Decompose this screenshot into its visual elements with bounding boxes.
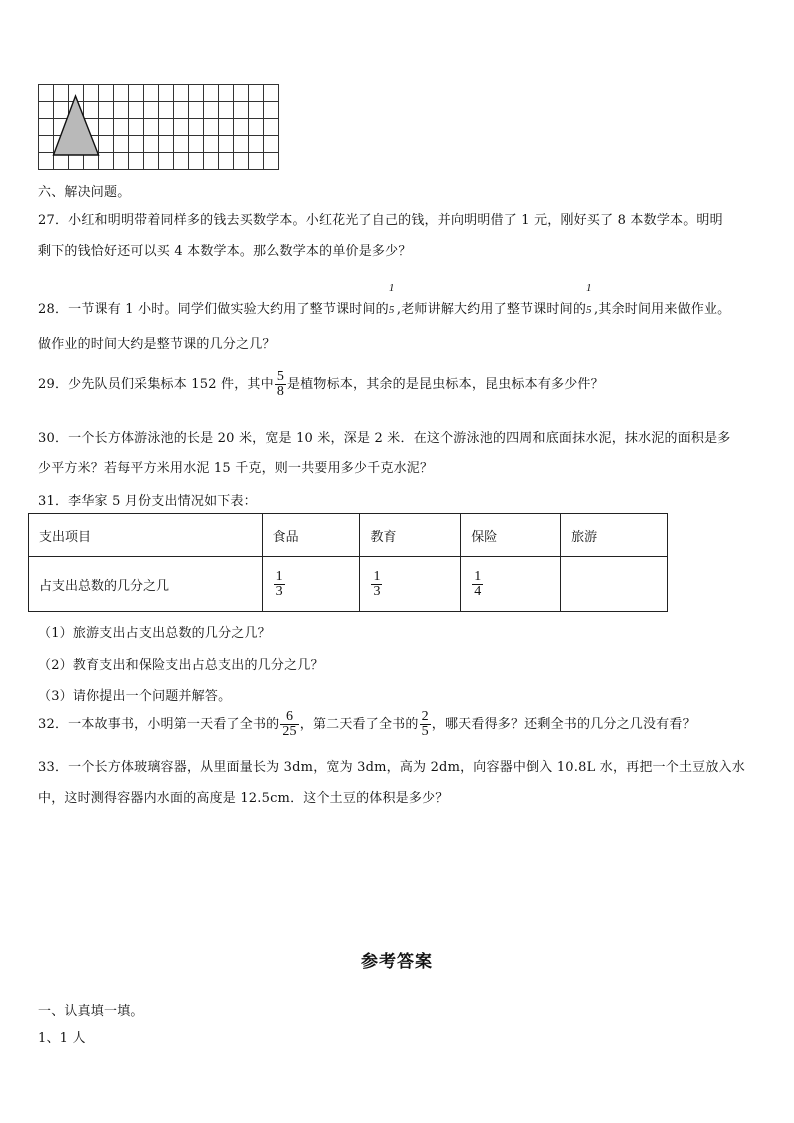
q32-fraction-1 <box>280 710 298 739</box>
expense-table <box>28 513 668 612</box>
q28-frac2-den: 5 <box>586 304 592 316</box>
fraction-den: 3 <box>275 583 283 599</box>
q32-frac2-den: 5 <box>421 724 429 739</box>
q30-line1: 30．一个长方体游泳池的长是 20 米，宽是 10 米，深是 2 米．在这个游泳池的四周和底面抹水泥，抹水泥的面积是多 <box>38 431 731 446</box>
table-fraction <box>472 570 483 599</box>
q27-line1: 27．小红和明明带着同样多的钱去买数学本。小红花光了自己的钱，并向明明借了 1 元，刚好买了 8 本数学本。明明 <box>38 213 723 228</box>
q32-frac2-num: 2 <box>421 709 429 724</box>
q30-line2: 少平方米？若每平方米用水泥 15 千克，则一共要用多少千克水泥？ <box>38 461 434 476</box>
q28-frac2-num: 1 <box>586 282 592 294</box>
q28-fraction-2 <box>586 282 594 317</box>
fraction-den: 4 <box>474 583 482 599</box>
table-header-cell: 旅游 <box>561 514 668 557</box>
grid-triangle-figure <box>38 84 280 172</box>
q29-line <box>38 370 604 399</box>
q28-part2: ,老师讲解大约用了整节课时间的 <box>396 302 587 317</box>
answers-title: 参考答案 <box>361 952 433 972</box>
q29-part1: 29．少先队员们采集标本 152 件，其中 <box>38 377 274 392</box>
fraction-num: 1 <box>275 568 283 584</box>
q28-part1: 28．一节课有 1 小时。同学们做实验大约用了整节课时间的 <box>38 302 389 317</box>
q27-line2: 剩下的钱恰好还可以买 4 本数学本。那么数学本的单价是多少？ <box>38 244 412 259</box>
q31-intro: 31．李华家 5 月份支出情况如下表： <box>38 494 257 509</box>
q31-sub1: （1）旅游支出占支出总数的几分之几？ <box>38 626 271 641</box>
q31-sub2: （2）教育支出和保险支出占总支出的几分之几？ <box>38 658 324 673</box>
table-cell-travel <box>561 557 668 612</box>
fraction-num: 1 <box>373 568 381 584</box>
q32-part3: ，哪天看得多？还剩全书的几分之几没有看？ <box>431 717 696 732</box>
table-fraction <box>371 570 382 599</box>
answers-section-heading: 一、认真填一填。 <box>38 1004 144 1019</box>
q32-part1: 32．一本故事书，小明第一天看了全书的 <box>38 717 280 732</box>
q29-frac-den: 8 <box>276 384 285 399</box>
table-cell-education <box>360 557 461 612</box>
q33-line1: 33．一个长方体玻璃容器，从里面量长为 3dm，宽为 3dm，高为 2dm，向容器中倒入 10.8L 水，再把一个土豆放入水 <box>38 760 745 775</box>
q32-frac1-den: 25 <box>282 724 297 739</box>
q28-frac1-num: 1 <box>388 282 395 294</box>
q33-line2: 中，这时测得容器内水面的高度是 12.5cm．这个土豆的体积是多少？ <box>38 791 449 806</box>
table-header-cell: 支出项目 <box>29 514 263 557</box>
q31-sub3: （3）请你提出一个问题并解答。 <box>38 689 232 704</box>
table-cell-insurance <box>461 557 561 612</box>
q28-line2: 做作业的时间大约是整节课的几分之几？ <box>38 337 276 352</box>
q28-fraction-1 <box>388 282 397 317</box>
table-header-row <box>29 514 668 557</box>
q32-line <box>38 710 696 739</box>
q29-fraction <box>275 370 286 399</box>
table-row-label: 占支出总数的几分之几 <box>29 557 263 612</box>
q32-part2: ，第二天看了全书的 <box>299 717 419 732</box>
answer-item-1: 1、1 人 <box>38 1031 86 1046</box>
table-header-cell: 食品 <box>262 514 360 557</box>
q32-fraction-2 <box>420 710 431 739</box>
q32-frac1-num: 6 <box>280 710 298 725</box>
q28-line1 <box>38 282 731 317</box>
table-header-cell: 教育 <box>360 514 461 557</box>
table-row <box>29 557 668 612</box>
table-cell-food <box>262 557 360 612</box>
section-six-heading: 六、解决问题。 <box>38 185 131 200</box>
fraction-den: 3 <box>373 583 381 599</box>
q28-frac1-den: 5 <box>388 304 395 316</box>
table-fraction <box>274 570 285 599</box>
q28-part3: ,其余时间用来做作业。 <box>594 302 731 317</box>
fraction-num: 1 <box>474 568 482 584</box>
q29-part2: 是植物标本，其余的是昆虫标本，昆虫标本有多少件？ <box>287 377 604 392</box>
shaded-triangle <box>54 96 99 155</box>
table-header-cell: 保险 <box>461 514 561 557</box>
q29-frac-num: 5 <box>276 369 285 384</box>
